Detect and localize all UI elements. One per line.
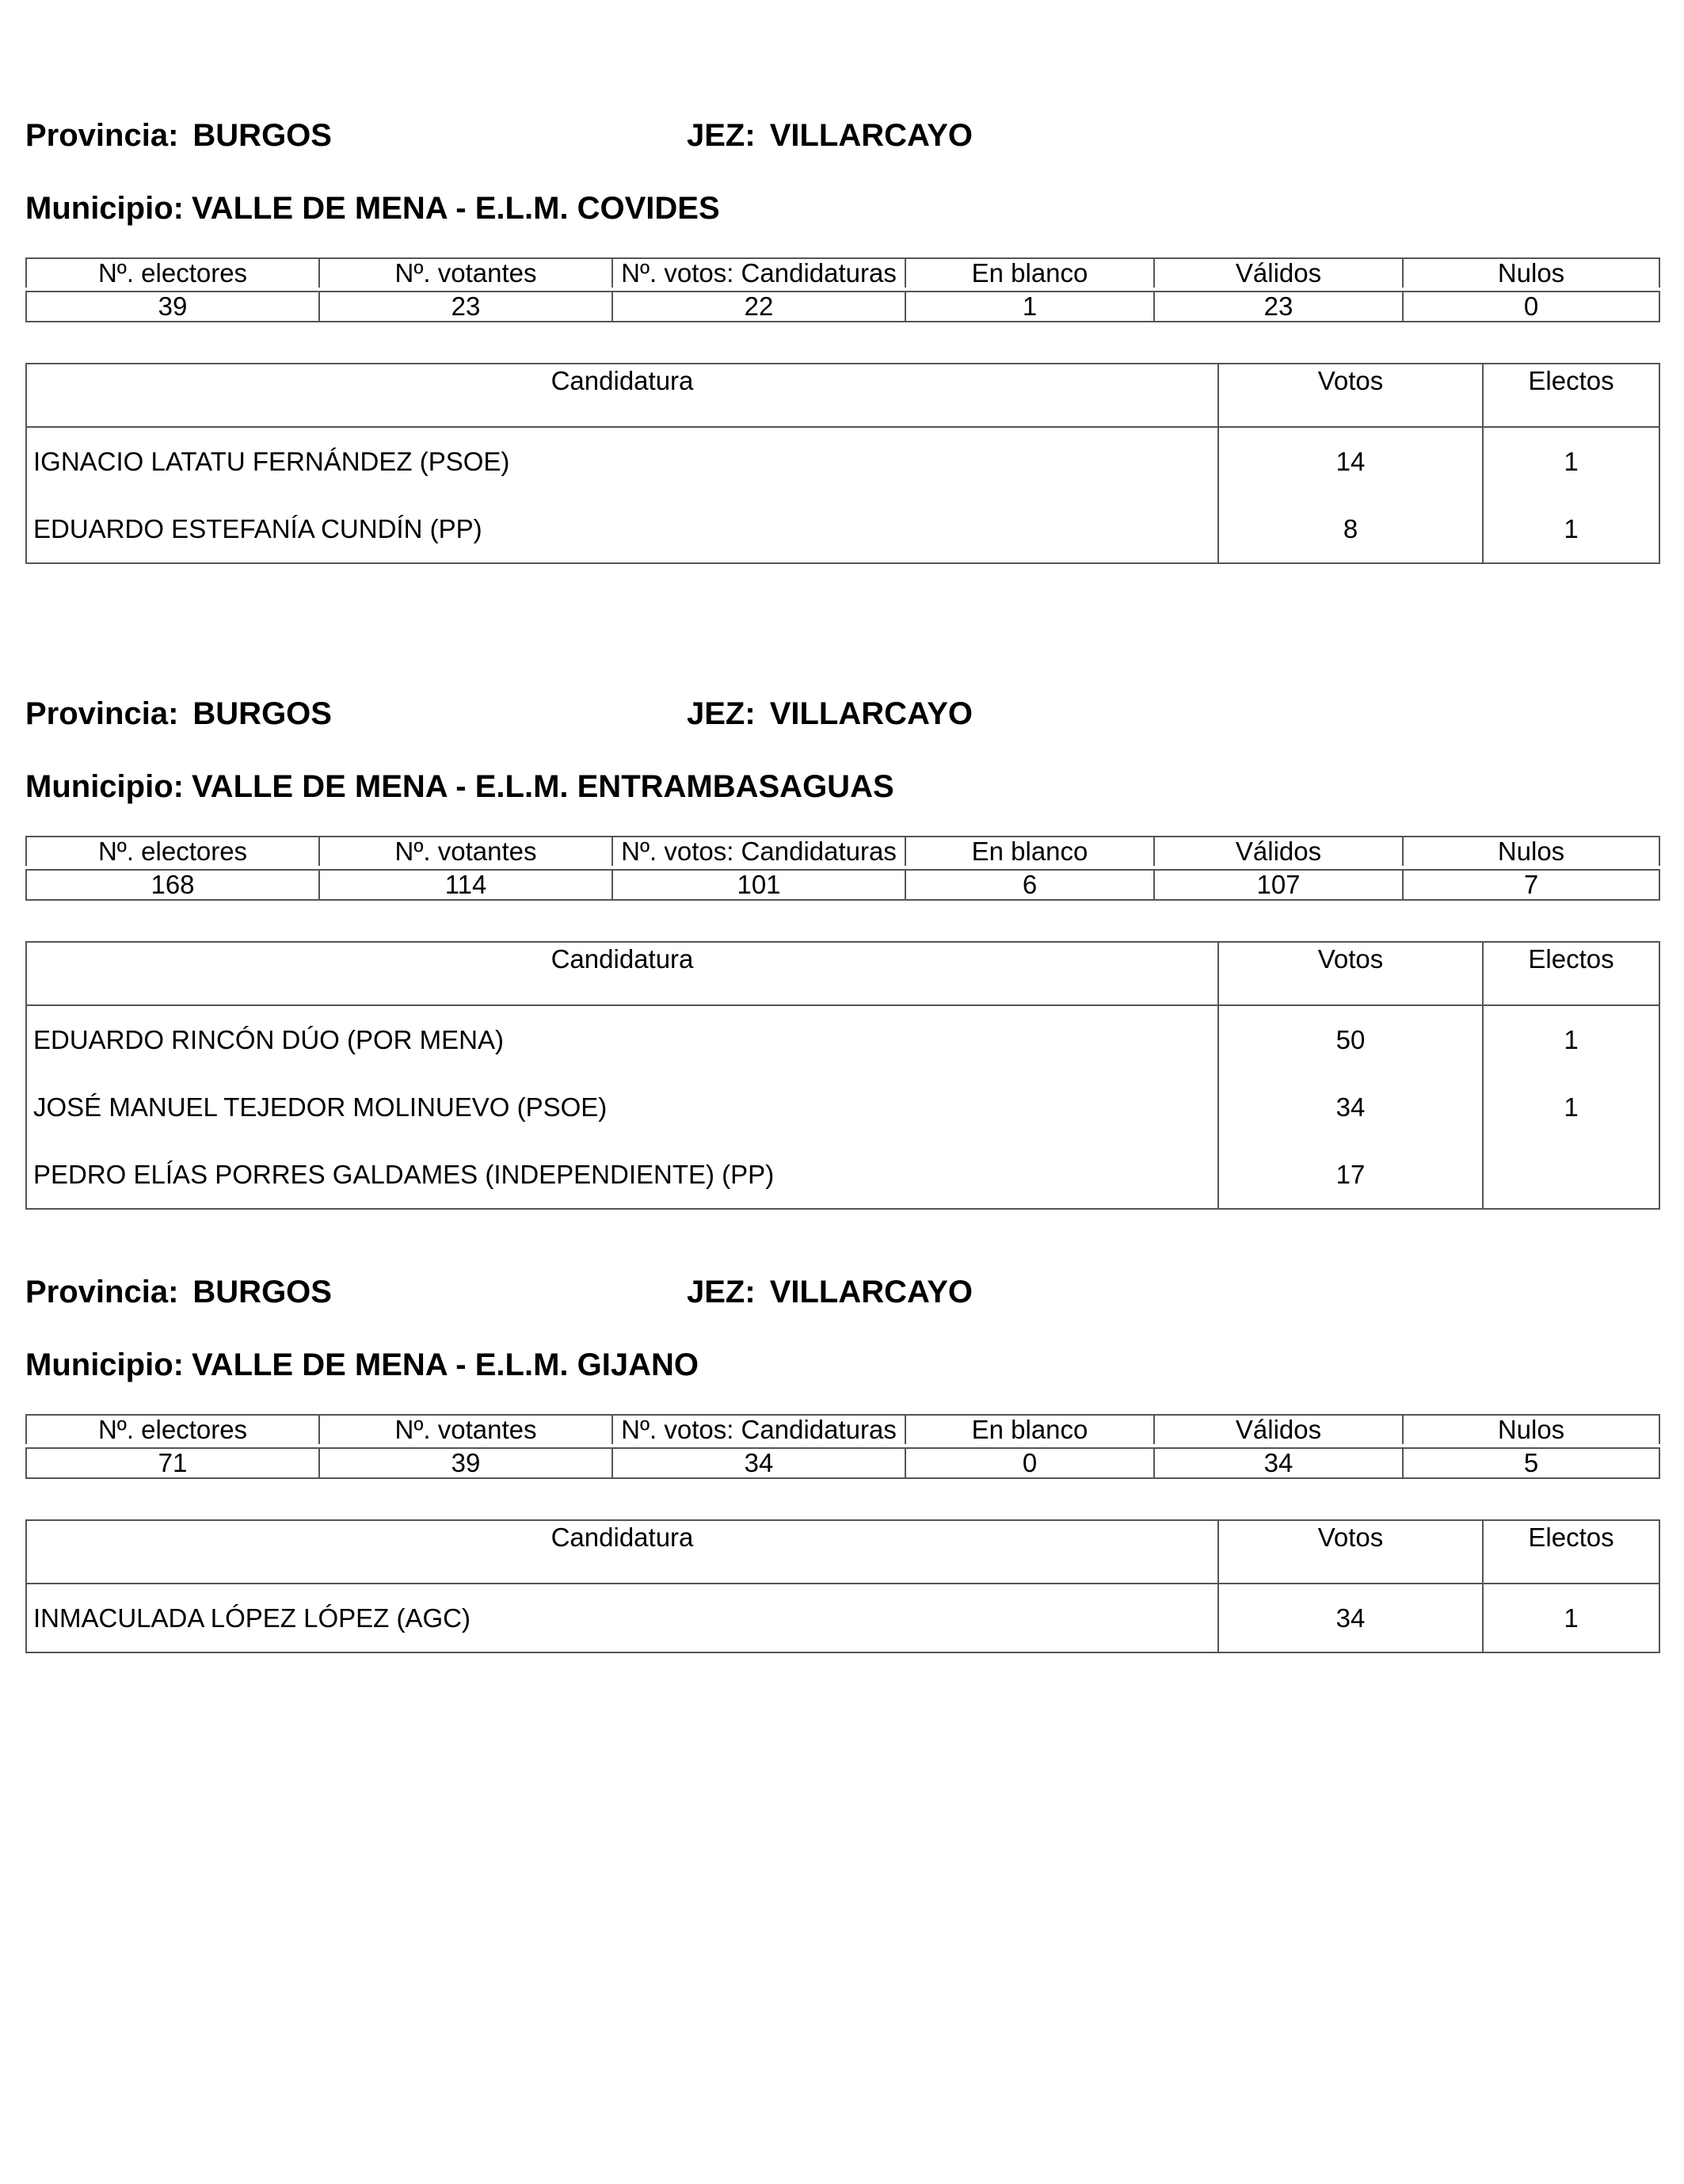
municipio-line xyxy=(25,190,720,227)
candidates-header-electos: Electos xyxy=(1483,364,1659,427)
provincia-line xyxy=(25,696,332,732)
stats-value-electores: 39 xyxy=(26,292,319,322)
stats-header-votantes: Nº. votantes xyxy=(319,837,612,866)
stats-table xyxy=(25,836,1660,901)
jez-line xyxy=(687,696,973,732)
candidate-name: PEDRO ELÍAS PORRES GALDAMES (INDEPENDIENTE) (PP) xyxy=(26,1141,1218,1209)
stats-value-row xyxy=(26,292,1659,322)
candidate-name: EDUARDO RINCÓN DÚO (POR MENA) xyxy=(26,1005,1218,1073)
candidate-name: INMACULADA LÓPEZ LÓPEZ (AGC) xyxy=(26,1584,1218,1652)
stats-header-electores: Nº. electores xyxy=(26,837,319,866)
jez-value: VILLARCAYO xyxy=(769,696,973,731)
candidate-electos: 1 xyxy=(1483,427,1659,495)
stats-value-row xyxy=(26,870,1659,900)
provincia-value: BURGOS xyxy=(192,696,332,731)
municipio-value: VALLE DE MENA - E.L.M. GIJANO xyxy=(191,1347,699,1382)
stats-header-validos: Válidos xyxy=(1154,1415,1403,1444)
candidate-electos: 1 xyxy=(1483,495,1659,563)
candidates-header-candidatura: Candidatura xyxy=(26,364,1218,427)
candidates-header-votos: Votos xyxy=(1218,364,1483,427)
provincia-value: BURGOS xyxy=(192,118,332,153)
candidate-electos xyxy=(1483,1141,1659,1209)
candidates-table xyxy=(25,363,1660,564)
candidates-header-candidatura: Candidatura xyxy=(26,942,1218,1005)
candidate-votos: 17 xyxy=(1218,1141,1483,1209)
candidates-header-row xyxy=(26,942,1659,1005)
stats-header-en-blanco: En blanco xyxy=(905,258,1154,288)
municipio-label: Municipio: xyxy=(25,1347,184,1382)
stats-header-row xyxy=(26,1415,1659,1444)
jez-label: JEZ: xyxy=(687,696,756,731)
stats-value-en-blanco: 1 xyxy=(905,292,1154,322)
stats-value-votantes: 23 xyxy=(319,292,612,322)
stats-value-electores: 168 xyxy=(26,870,319,900)
municipio-label: Municipio: xyxy=(25,191,184,226)
candidate-electos: 1 xyxy=(1483,1073,1659,1141)
candidate-name: JOSÉ MANUEL TEJEDOR MOLINUEVO (PSOE) xyxy=(26,1073,1218,1141)
table-row xyxy=(26,1073,1659,1141)
jez-label: JEZ: xyxy=(687,1275,756,1309)
candidates-header-electos: Electos xyxy=(1483,942,1659,1005)
stats-header-en-blanco: En blanco xyxy=(905,837,1154,866)
provincia-line xyxy=(25,117,332,154)
stats-header-votantes: Nº. votantes xyxy=(319,258,612,288)
candidate-votos: 34 xyxy=(1218,1073,1483,1141)
municipio-line xyxy=(25,1347,699,1383)
stats-value-en-blanco: 0 xyxy=(905,1448,1154,1478)
candidates-table xyxy=(25,941,1660,1210)
stats-value-electores: 71 xyxy=(26,1448,319,1478)
jez-line xyxy=(687,1274,973,1310)
jez-label: JEZ: xyxy=(687,118,756,153)
stats-header-electores: Nº. electores xyxy=(26,258,319,288)
table-row xyxy=(26,1584,1659,1652)
table-row xyxy=(26,495,1659,563)
candidates-header-row xyxy=(26,1520,1659,1584)
provincia-line xyxy=(25,1274,332,1310)
provincia-label: Provincia: xyxy=(25,1275,179,1309)
candidates-header-row xyxy=(26,364,1659,427)
candidate-votos: 50 xyxy=(1218,1005,1483,1073)
stats-header-votos-candidaturas: Nº. votos: Candidaturas xyxy=(612,837,905,866)
stats-header-row xyxy=(26,837,1659,866)
stats-value-validos: 107 xyxy=(1154,870,1403,900)
stats-header-nulos: Nulos xyxy=(1403,258,1659,288)
stats-header-en-blanco: En blanco xyxy=(905,1415,1154,1444)
stats-value-nulos: 7 xyxy=(1403,870,1659,900)
provincia-label: Provincia: xyxy=(25,118,179,153)
stats-header-validos: Válidos xyxy=(1154,837,1403,866)
candidate-votos: 8 xyxy=(1218,495,1483,563)
jez-line xyxy=(687,117,973,154)
stats-header-votos-candidaturas: Nº. votos: Candidaturas xyxy=(612,258,905,288)
provincia-value: BURGOS xyxy=(192,1275,332,1309)
candidate-votos: 14 xyxy=(1218,427,1483,495)
stats-value-en-blanco: 6 xyxy=(905,870,1154,900)
candidates-table xyxy=(25,1519,1660,1653)
candidate-electos: 1 xyxy=(1483,1584,1659,1652)
stats-value-nulos: 0 xyxy=(1403,292,1659,322)
municipio-label: Municipio: xyxy=(25,769,184,804)
municipio-line xyxy=(25,768,894,805)
stats-value-votantes: 39 xyxy=(319,1448,612,1478)
stats-header-nulos: Nulos xyxy=(1403,1415,1659,1444)
stats-header-votantes: Nº. votantes xyxy=(319,1415,612,1444)
stats-header-nulos: Nulos xyxy=(1403,837,1659,866)
stats-value-votantes: 114 xyxy=(319,870,612,900)
candidates-header-votos: Votos xyxy=(1218,1520,1483,1584)
stats-value-votos-candidaturas: 34 xyxy=(612,1448,905,1478)
municipio-value: VALLE DE MENA - E.L.M. ENTRAMBASAGUAS xyxy=(191,769,894,804)
candidate-votos: 34 xyxy=(1218,1584,1483,1652)
candidate-name: IGNACIO LATATU FERNÁNDEZ (PSOE) xyxy=(26,427,1218,495)
table-row xyxy=(26,1005,1659,1073)
stats-value-votos-candidaturas: 22 xyxy=(612,292,905,322)
jez-value: VILLARCAYO xyxy=(769,118,973,153)
candidate-electos: 1 xyxy=(1483,1005,1659,1073)
stats-header-votos-candidaturas: Nº. votos: Candidaturas xyxy=(612,1415,905,1444)
stats-header-electores: Nº. electores xyxy=(26,1415,319,1444)
stats-value-validos: 34 xyxy=(1154,1448,1403,1478)
stats-value-nulos: 5 xyxy=(1403,1448,1659,1478)
candidates-header-votos: Votos xyxy=(1218,942,1483,1005)
stats-header-row xyxy=(26,258,1659,288)
table-row xyxy=(26,427,1659,495)
candidates-header-candidatura: Candidatura xyxy=(26,1520,1218,1584)
stats-value-row xyxy=(26,1448,1659,1478)
jez-value: VILLARCAYO xyxy=(769,1275,973,1309)
stats-table xyxy=(25,257,1660,322)
candidate-name: EDUARDO ESTEFANÍA CUNDÍN (PP) xyxy=(26,495,1218,563)
provincia-label: Provincia: xyxy=(25,696,179,731)
stats-value-validos: 23 xyxy=(1154,292,1403,322)
table-row xyxy=(26,1141,1659,1209)
municipio-value: VALLE DE MENA - E.L.M. COVIDES xyxy=(191,191,720,226)
stats-table xyxy=(25,1414,1660,1479)
stats-value-votos-candidaturas: 101 xyxy=(612,870,905,900)
candidates-header-electos: Electos xyxy=(1483,1520,1659,1584)
stats-header-validos: Válidos xyxy=(1154,258,1403,288)
